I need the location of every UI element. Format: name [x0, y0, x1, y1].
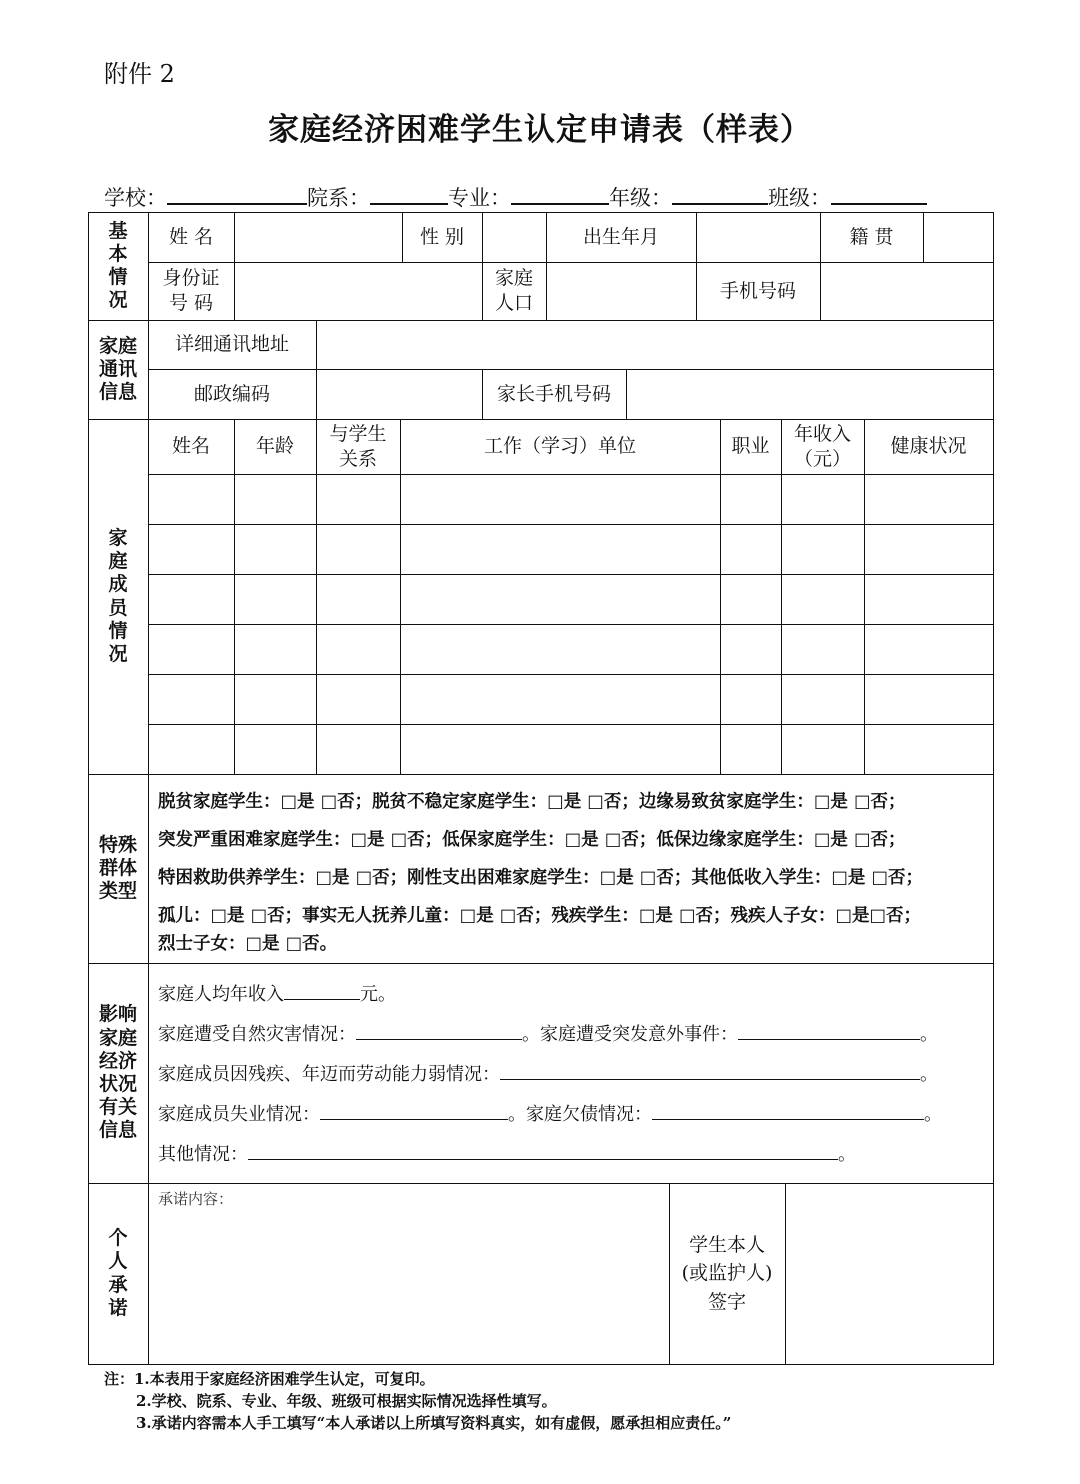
economy-section-label: 影响家庭经济状况有关信息 [98, 1003, 137, 1142]
note-3: 3.承诺内容需本人手工填写“本人承诺以上所填写资料真实，如有虚假，愿承担相应责任。” [136, 1414, 732, 1432]
note-2: 2.学校、院系、专业、年级、班级可根据实际情况选择性填写。 [136, 1392, 557, 1410]
income-line: 家庭人均年收入 元。 [158, 984, 396, 1005]
dept-field[interactable] [370, 185, 448, 205]
debt-field[interactable] [652, 1103, 924, 1120]
col-unit-header: 工作（学习）单位 [483, 435, 636, 458]
disability-field[interactable] [500, 1063, 920, 1080]
dept-label: 院系： [307, 186, 370, 210]
disaster-field[interactable] [356, 1023, 522, 1040]
member-row-2[interactable] [148, 524, 993, 574]
attachment-label: 附件 2 [104, 60, 175, 88]
income-field[interactable] [284, 983, 360, 1000]
special-line-2[interactable]: 突发严重困难家庭学生：□是 □否；低保家庭学生：□是 □否；低保边缘家庭学生：□是 □否； [158, 830, 906, 850]
col-job-header: 职业 [731, 435, 770, 458]
pledge-section-label: 个人承诺 [108, 1227, 128, 1319]
phone-label: 手机号码 [719, 279, 796, 302]
col-age-header: 年龄 [255, 435, 294, 458]
name-label: 姓 名 [168, 225, 214, 248]
major-field[interactable] [511, 185, 609, 205]
school-label: 学校： [104, 186, 167, 210]
class-label: 班级： [768, 186, 831, 210]
class-field[interactable] [831, 185, 927, 205]
header-fields [104, 182, 927, 212]
address-input-cell[interactable] [316, 320, 993, 369]
note-1: 注：1.本表用于家庭经济困难学生认定，可复印。 [104, 1370, 435, 1388]
id-label: 身份证 号 码 [162, 267, 220, 314]
col-health-header: 健康状况 [890, 435, 967, 458]
special-line-3[interactable]: 特困救助供养学生：□是 □否；刚性支出困难家庭学生：□是 □否；其他低收入学生：□是 □否； [158, 868, 923, 888]
id-input-cell[interactable] [234, 262, 482, 320]
birth-label: 出生年月 [582, 225, 659, 248]
basic-section-label: 基本情况 [108, 219, 128, 312]
unemployment-field[interactable] [320, 1103, 508, 1120]
disaster-line: 家庭遭受自然灾害情况： 。家庭遭受突发意外事件： 。 [158, 1024, 938, 1045]
school-field[interactable] [167, 185, 307, 205]
special-line-4[interactable]: 孤儿：□是 □否；事实无人抚养儿童：□是 □否；残疾学生：□是 □否；残疾人子女：□是□否； [158, 906, 922, 926]
address-label: 详细通讯地址 [174, 333, 289, 356]
signature-field[interactable] [785, 1183, 993, 1364]
disability-line: 家庭成员因残疾、年迈而劳动能力弱情况： 。 [158, 1064, 938, 1085]
major-label: 专业： [448, 186, 511, 210]
special-section-label: 特殊群体类型 [98, 833, 137, 903]
origin-input-cell[interactable] [923, 212, 993, 262]
grade-label: 年级： [609, 186, 672, 210]
special-line-5[interactable]: 烈士子女：□是 □否。 [158, 934, 338, 954]
birth-input-cell[interactable] [696, 212, 820, 262]
member-row-3[interactable] [148, 574, 993, 624]
members-section-label: 家庭成员情况 [108, 526, 128, 665]
other-field[interactable] [248, 1143, 838, 1160]
signature-label: 学生本人 (或监护人) 签字 [681, 1233, 773, 1313]
household-label: 家庭 人口 [494, 267, 533, 314]
unemployment-line: 家庭成员失业情况： 。家庭欠债情况： 。 [158, 1104, 942, 1125]
member-row-6[interactable] [148, 724, 993, 774]
member-row-4[interactable] [148, 624, 993, 674]
col-relation-header: 与学生 关系 [329, 422, 387, 470]
member-row-5[interactable] [148, 674, 993, 724]
grade-field[interactable] [672, 185, 768, 205]
gender-label: 性 别 [419, 225, 465, 248]
origin-label: 籍 贯 [849, 225, 894, 248]
phone-input-cell[interactable] [820, 262, 993, 320]
postcode-label: 邮政编码 [193, 382, 270, 405]
name-input-cell[interactable] [234, 212, 402, 262]
household-input-cell[interactable] [546, 262, 696, 320]
col-income-header: 年收入 （元） [793, 422, 851, 470]
form-title: 家庭经济困难学生认定申请表（样表） [268, 112, 812, 148]
gender-input-cell[interactable] [482, 212, 546, 262]
pledge-content-label: 承诺内容： [158, 1190, 234, 1208]
other-line: 其他情况： 。 [158, 1144, 856, 1165]
parent-phone-input-cell[interactable] [626, 369, 993, 419]
accident-field[interactable] [738, 1023, 920, 1040]
postcode-input-cell[interactable] [316, 369, 482, 419]
col-name-header: 姓名 [171, 435, 210, 458]
pledge-content-area[interactable] [158, 1210, 663, 1360]
contact-section-label: 家庭通讯信息 [98, 334, 137, 404]
special-line-1[interactable]: 脱贫家庭学生：□是 □否；脱贫不稳定家庭学生：□是 □否；边缘易致贫家庭学生：□是 □否； [158, 792, 906, 812]
member-row-1[interactable] [148, 474, 993, 524]
parent-phone-label: 家长手机号码 [496, 382, 611, 405]
